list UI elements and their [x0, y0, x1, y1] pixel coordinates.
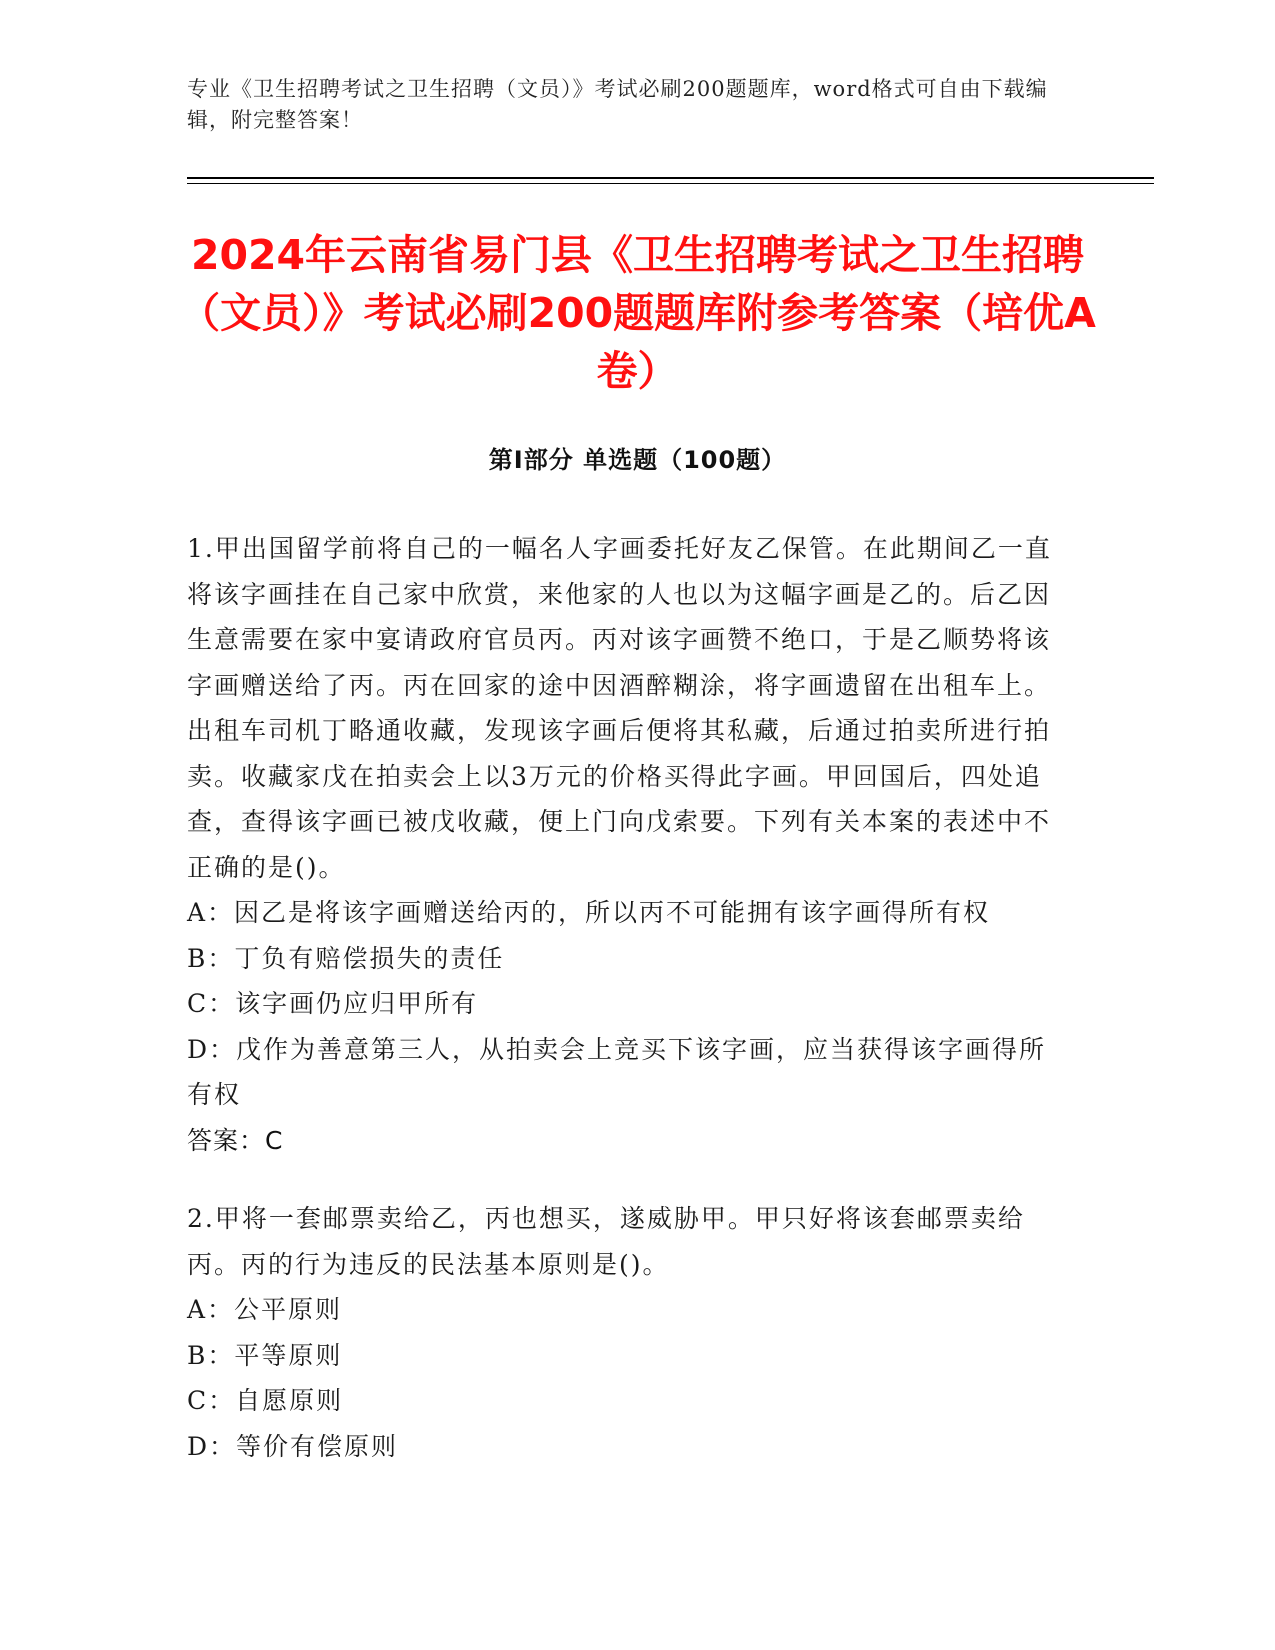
option-c: C：该字画仍应归甲所有	[187, 989, 479, 1018]
option-b: B：平等原则	[187, 1340, 343, 1370]
option-c: C：自愿原则	[187, 1386, 344, 1415]
option-b: B：丁负有赔偿损失的责任	[187, 943, 505, 973]
question-stem: 2.甲将一套邮票卖给乙，丙也想买，遂威胁甲。甲只好将该套邮票卖给丙。丙的行为违反的民法基本原则是()。	[187, 1204, 1025, 1279]
header-note: 专业《卫生招聘考试之卫生招聘（文员）》考试必刷200题题库，word格式可自由下载编辑，附完整答案！	[187, 77, 1048, 132]
option-d: D：等价有偿原则	[187, 1431, 399, 1461]
question-1	[187, 526, 1067, 1163]
question-2	[187, 1196, 1067, 1469]
answer: 答案：C	[187, 1125, 284, 1155]
option-d: D：戊作为善意第三人，从拍卖会上竞买下该字画，应当获得该字画得所有权	[187, 1034, 1047, 1109]
option-a: A：因乙是将该字画赠送给丙的，所以丙不可能拥有该字画得所有权	[187, 898, 991, 927]
section-heading: 第Ⅰ部分 单选题（100题）	[488, 446, 787, 474]
header-rule-thin	[187, 183, 1154, 184]
question-stem: 1.甲出国留学前将自己的一幅名人字画委托好友乙保管。在此期间乙一直将该字画挂在自己家中欣赏，来他家的人也以为这幅字画是乙的。后乙因生意需要在家中宴请政府官员丙。丙对该字画赞不绝口，于是乙顺势将该字画赠送给了丙。丙在回家的途中因酒醉糊涂，将字画遗留在出租车上。出租车司机丁略通收藏，发现该字画后便将其私藏，后通过拍卖所进行拍卖。收藏家戊在拍卖会上以3万元的价格买得此字画。甲回国后，四处追查，查得该字画已被戊收藏，便上门向戊索要。下列有关本案的表述中不正确的是()。	[187, 534, 1052, 882]
option-a: A：公平原则	[187, 1295, 343, 1324]
header-rule-thick	[187, 177, 1154, 179]
document-title: 2024年云南省易门县《卫生招聘考试之卫生招聘（文员）》考试必刷200题题库附参考答案（培优A卷）	[179, 231, 1096, 395]
